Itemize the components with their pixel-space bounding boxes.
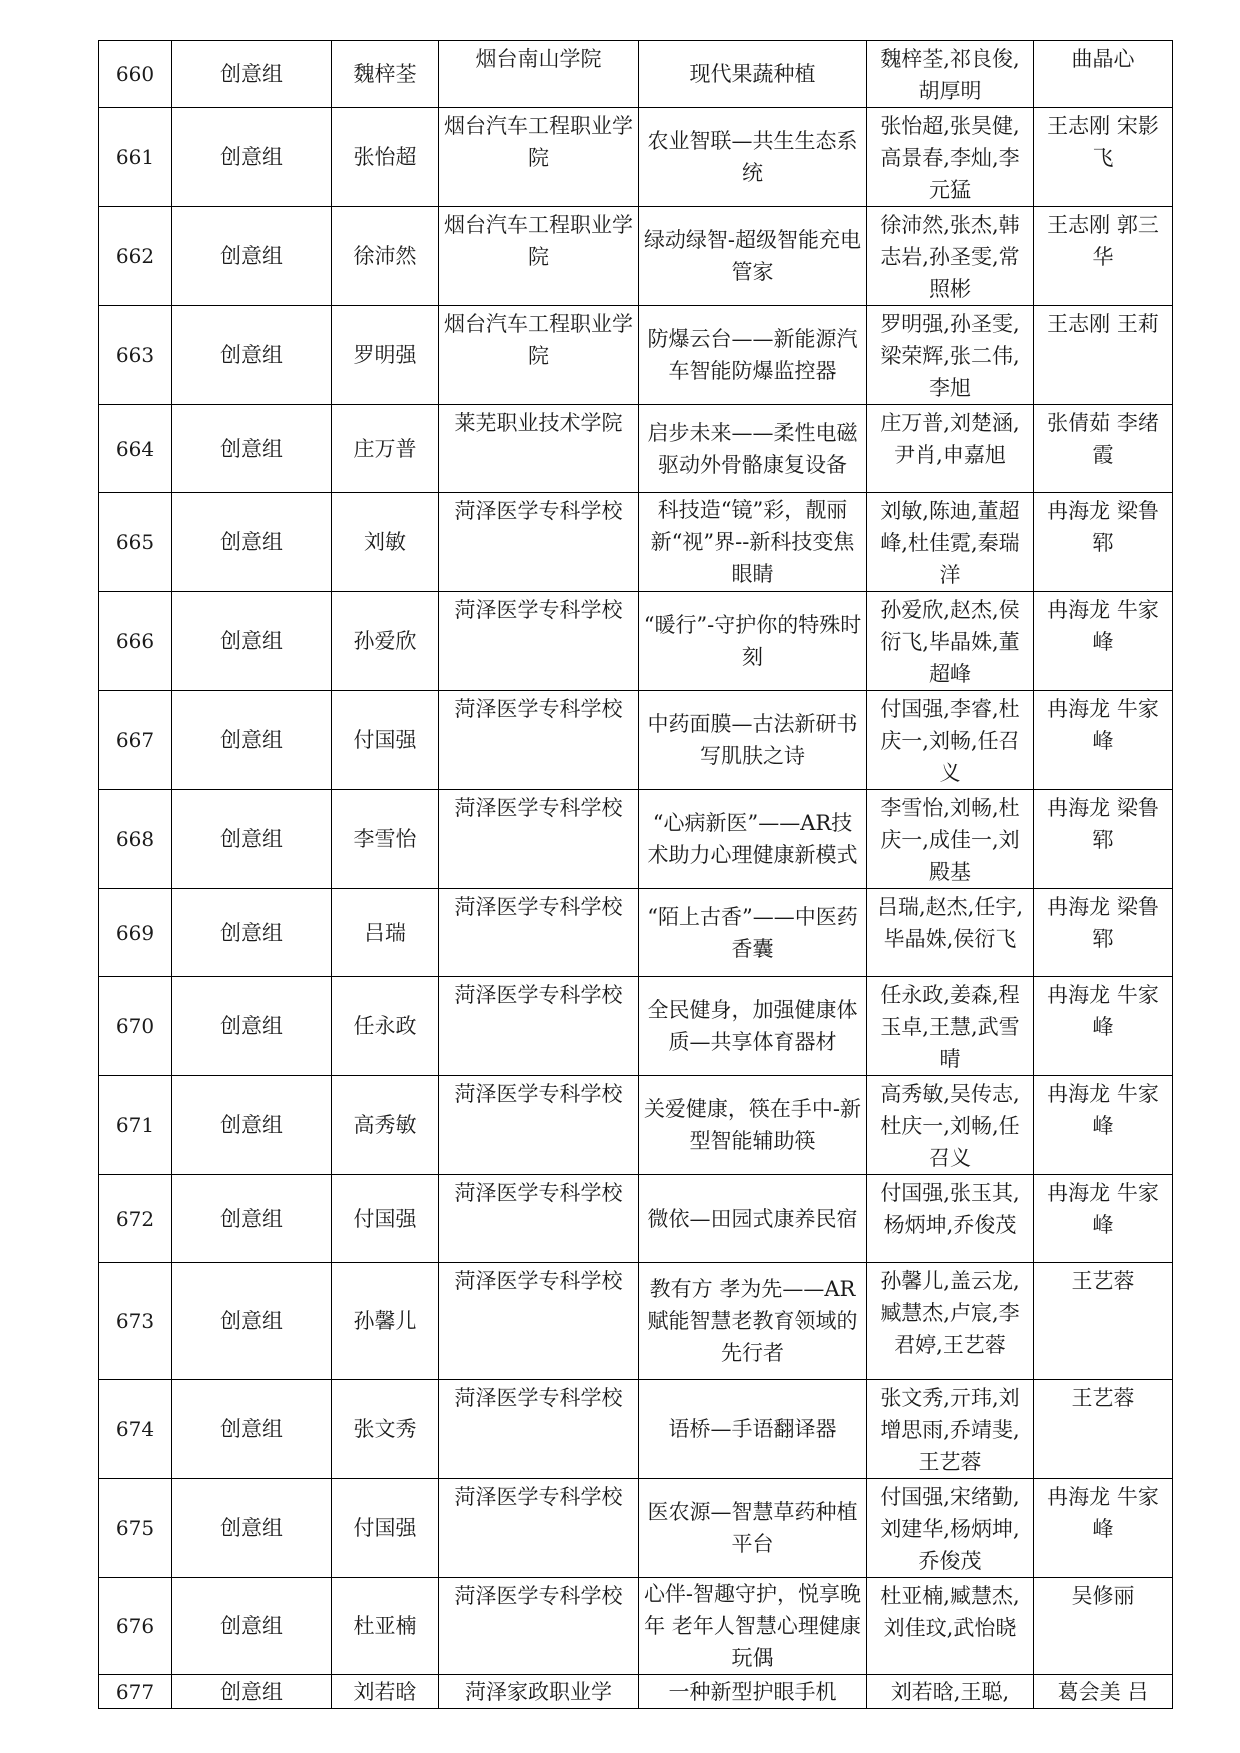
- row-leader: 魏梓荃: [332, 41, 439, 108]
- row-advisor: 冉海龙 牛家峰: [1034, 691, 1173, 790]
- row-group: 创意组: [172, 889, 332, 977]
- table-row: [99, 1675, 1173, 1709]
- row-advisor: 王艺蓉: [1034, 1380, 1173, 1479]
- row-school: 菏泽医学专科学校: [439, 977, 639, 1076]
- row-members: 张怡超,张昊健,高景春,李灿,李元猛: [867, 108, 1034, 207]
- row-members: 孙馨儿,盖云龙,臧慧杰,卢宸,李君婷,王艺蓉: [867, 1263, 1034, 1380]
- table-row: [99, 790, 1173, 889]
- row-school: 菏泽医学专科学校: [439, 1479, 639, 1578]
- row-group: 创意组: [172, 1076, 332, 1175]
- row-leader: 刘若晗: [332, 1675, 439, 1709]
- row-leader: 李雪怡: [332, 790, 439, 889]
- row-number: 661: [99, 108, 172, 207]
- row-school: 菏泽医学专科学校: [439, 592, 639, 691]
- row-school: 烟台汽车工程职业学院: [439, 207, 639, 306]
- row-school: 菏泽医学专科学校: [439, 790, 639, 889]
- row-members: 李雪怡,刘畅,杜庆一,成佳一,刘殿基: [867, 790, 1034, 889]
- row-project: 启步未来——柔性电磁驱动外骨骼康复设备: [639, 405, 867, 493]
- row-members: 吕瑞,赵杰,任宇,毕晶姝,侯衍飞: [867, 889, 1034, 977]
- row-project: 科技造“镜”彩，靓丽新“视”界--新科技变焦眼睛: [639, 493, 867, 592]
- row-leader: 孙馨儿: [332, 1263, 439, 1380]
- row-number: 670: [99, 977, 172, 1076]
- row-leader: 张怡超: [332, 108, 439, 207]
- row-project: “陌上古香”——中医药香囊: [639, 889, 867, 977]
- row-project: 教有方 孝为先——AR赋能智慧老教育领域的先行者: [639, 1263, 867, 1380]
- row-school: 菏泽家政职业学: [439, 1675, 639, 1709]
- row-members: 魏梓荃,祁良俊,胡厚明: [867, 41, 1034, 108]
- row-school: 菏泽医学专科学校: [439, 691, 639, 790]
- row-number: 676: [99, 1578, 172, 1675]
- row-members: 杜亚楠,臧慧杰,刘佳玟,武怡晓: [867, 1578, 1034, 1675]
- row-advisor: 冉海龙 梁鲁郓: [1034, 889, 1173, 977]
- table-row: [99, 592, 1173, 691]
- row-leader: 付国强: [332, 691, 439, 790]
- row-members: 刘敏,陈迪,董超峰,杜佳霓,秦瑞洋: [867, 493, 1034, 592]
- row-project: “暖行”-守护你的特殊时刻: [639, 592, 867, 691]
- row-project: 微依—田园式康养民宿: [639, 1175, 867, 1263]
- table-row: [99, 108, 1173, 207]
- row-advisor: 王志刚 宋影飞: [1034, 108, 1173, 207]
- row-advisor: 吴修丽: [1034, 1578, 1173, 1675]
- row-school: 菏泽医学专科学校: [439, 1263, 639, 1380]
- row-leader: 徐沛然: [332, 207, 439, 306]
- row-advisor: 葛会美 吕: [1034, 1675, 1173, 1709]
- row-group: 创意组: [172, 977, 332, 1076]
- row-advisor: 冉海龙 牛家峰: [1034, 1175, 1173, 1263]
- table-row: [99, 889, 1173, 977]
- row-group: 创意组: [172, 1479, 332, 1578]
- row-project: 绿动绿智-超级智能充电管家: [639, 207, 867, 306]
- row-number: 669: [99, 889, 172, 977]
- row-leader: 杜亚楠: [332, 1578, 439, 1675]
- row-number: 675: [99, 1479, 172, 1578]
- row-advisor: 冉海龙 牛家峰: [1034, 1479, 1173, 1578]
- table-row: [99, 405, 1173, 493]
- row-school: 烟台汽车工程职业学院: [439, 306, 639, 405]
- results-table: [98, 40, 1173, 1709]
- table-row: [99, 493, 1173, 592]
- row-number: 665: [99, 493, 172, 592]
- row-number: 666: [99, 592, 172, 691]
- row-leader: 任永政: [332, 977, 439, 1076]
- row-group: 创意组: [172, 493, 332, 592]
- row-leader: 高秀敏: [332, 1076, 439, 1175]
- row-advisor: 王志刚 王莉: [1034, 306, 1173, 405]
- row-school: 菏泽医学专科学校: [439, 1076, 639, 1175]
- row-number: 677: [99, 1675, 172, 1709]
- table-row: [99, 207, 1173, 306]
- row-group: 创意组: [172, 405, 332, 493]
- row-group: 创意组: [172, 1175, 332, 1263]
- row-project: 心伴-智趣守护，悦享晚年 老年人智慧心理健康玩偶: [639, 1578, 867, 1675]
- row-leader: 付国强: [332, 1175, 439, 1263]
- row-advisor: 冉海龙 梁鲁郓: [1034, 790, 1173, 889]
- row-advisor: 王艺蓉: [1034, 1263, 1173, 1380]
- row-group: 创意组: [172, 41, 332, 108]
- row-project: 全民健身，加强健康体质—共享体育器材: [639, 977, 867, 1076]
- row-project: 现代果蔬种植: [639, 41, 867, 108]
- table-row: [99, 306, 1173, 405]
- row-number: 673: [99, 1263, 172, 1380]
- row-group: 创意组: [172, 306, 332, 405]
- table-row: [99, 691, 1173, 790]
- row-leader: 刘敏: [332, 493, 439, 592]
- row-project: 一种新型护眼手机: [639, 1675, 867, 1709]
- row-project: 防爆云台——新能源汽车智能防爆监控器: [639, 306, 867, 405]
- table-row: [99, 1578, 1173, 1675]
- table-row: [99, 41, 1173, 108]
- row-members: 刘若晗,王聪,: [867, 1675, 1034, 1709]
- row-school: 菏泽医学专科学校: [439, 1175, 639, 1263]
- row-school: 烟台汽车工程职业学院: [439, 108, 639, 207]
- row-project: 医农源—智慧草药种植平台: [639, 1479, 867, 1578]
- results-table-body: [99, 41, 1173, 1709]
- row-project: 关爱健康，筷在手中-新型智能辅助筷: [639, 1076, 867, 1175]
- row-leader: 庄万普: [332, 405, 439, 493]
- row-school: 菏泽医学专科学校: [439, 889, 639, 977]
- row-project: 中药面膜—古法新研书写肌肤之诗: [639, 691, 867, 790]
- row-members: 高秀敏,吴传志,杜庆一,刘畅,任召义: [867, 1076, 1034, 1175]
- table-row: [99, 1263, 1173, 1380]
- row-leader: 吕瑞: [332, 889, 439, 977]
- row-school: 菏泽医学专科学校: [439, 1578, 639, 1675]
- row-members: 付国强,宋绪勤,刘建华,杨炳坤,乔俊茂: [867, 1479, 1034, 1578]
- row-leader: 罗明强: [332, 306, 439, 405]
- row-group: 创意组: [172, 691, 332, 790]
- row-group: 创意组: [172, 1675, 332, 1709]
- row-number: 674: [99, 1380, 172, 1479]
- row-number: 660: [99, 41, 172, 108]
- table-row: [99, 1380, 1173, 1479]
- row-advisor: 张倩茹 李绪霞: [1034, 405, 1173, 493]
- row-members: 庄万普,刘楚涵,尹肖,申嘉旭: [867, 405, 1034, 493]
- row-members: 孙爱欣,赵杰,侯衍飞,毕晶姝,董超峰: [867, 592, 1034, 691]
- row-members: 罗明强,孙圣雯,梁荣辉,张二伟,李旭: [867, 306, 1034, 405]
- row-school: 菏泽医学专科学校: [439, 1380, 639, 1479]
- row-members: 徐沛然,张杰,韩志岩,孙圣雯,常照彬: [867, 207, 1034, 306]
- row-advisor: 冉海龙 牛家峰: [1034, 592, 1173, 691]
- row-school: 烟台南山学院: [439, 41, 639, 108]
- row-number: 664: [99, 405, 172, 493]
- row-advisor: 冉海龙 梁鲁郓: [1034, 493, 1173, 592]
- row-number: 668: [99, 790, 172, 889]
- row-advisor: 冉海龙 牛家峰: [1034, 977, 1173, 1076]
- table-row: [99, 1175, 1173, 1263]
- row-leader: 张文秀: [332, 1380, 439, 1479]
- row-group: 创意组: [172, 790, 332, 889]
- row-members: 付国强,张玉其,杨炳坤,乔俊茂: [867, 1175, 1034, 1263]
- table-row: [99, 977, 1173, 1076]
- row-group: 创意组: [172, 1578, 332, 1675]
- row-group: 创意组: [172, 108, 332, 207]
- table-row: [99, 1479, 1173, 1578]
- table-row: [99, 1076, 1173, 1175]
- row-advisor: 曲晶心: [1034, 41, 1173, 108]
- row-school: 菏泽医学专科学校: [439, 493, 639, 592]
- row-group: 创意组: [172, 207, 332, 306]
- row-leader: 孙爱欣: [332, 592, 439, 691]
- row-school: 莱芜职业技术学院: [439, 405, 639, 493]
- row-group: 创意组: [172, 1380, 332, 1479]
- row-number: 667: [99, 691, 172, 790]
- row-number: 662: [99, 207, 172, 306]
- row-project: “心病新医”——AR技术助力心理健康新模式: [639, 790, 867, 889]
- row-members: 张文秀,亓玮,刘增思雨,乔靖斐,王艺蓉: [867, 1380, 1034, 1479]
- row-number: 671: [99, 1076, 172, 1175]
- row-advisor: 冉海龙 牛家峰: [1034, 1076, 1173, 1175]
- row-project: 农业智联—共生生态系统: [639, 108, 867, 207]
- row-number: 663: [99, 306, 172, 405]
- row-group: 创意组: [172, 592, 332, 691]
- row-members: 付国强,李睿,杜庆一,刘畅,任召义: [867, 691, 1034, 790]
- row-members: 任永政,姜森,程玉卓,王慧,武雪晴: [867, 977, 1034, 1076]
- row-number: 672: [99, 1175, 172, 1263]
- row-advisor: 王志刚 郭三华: [1034, 207, 1173, 306]
- row-leader: 付国强: [332, 1479, 439, 1578]
- row-group: 创意组: [172, 1263, 332, 1380]
- row-project: 语桥—手语翻译器: [639, 1380, 867, 1479]
